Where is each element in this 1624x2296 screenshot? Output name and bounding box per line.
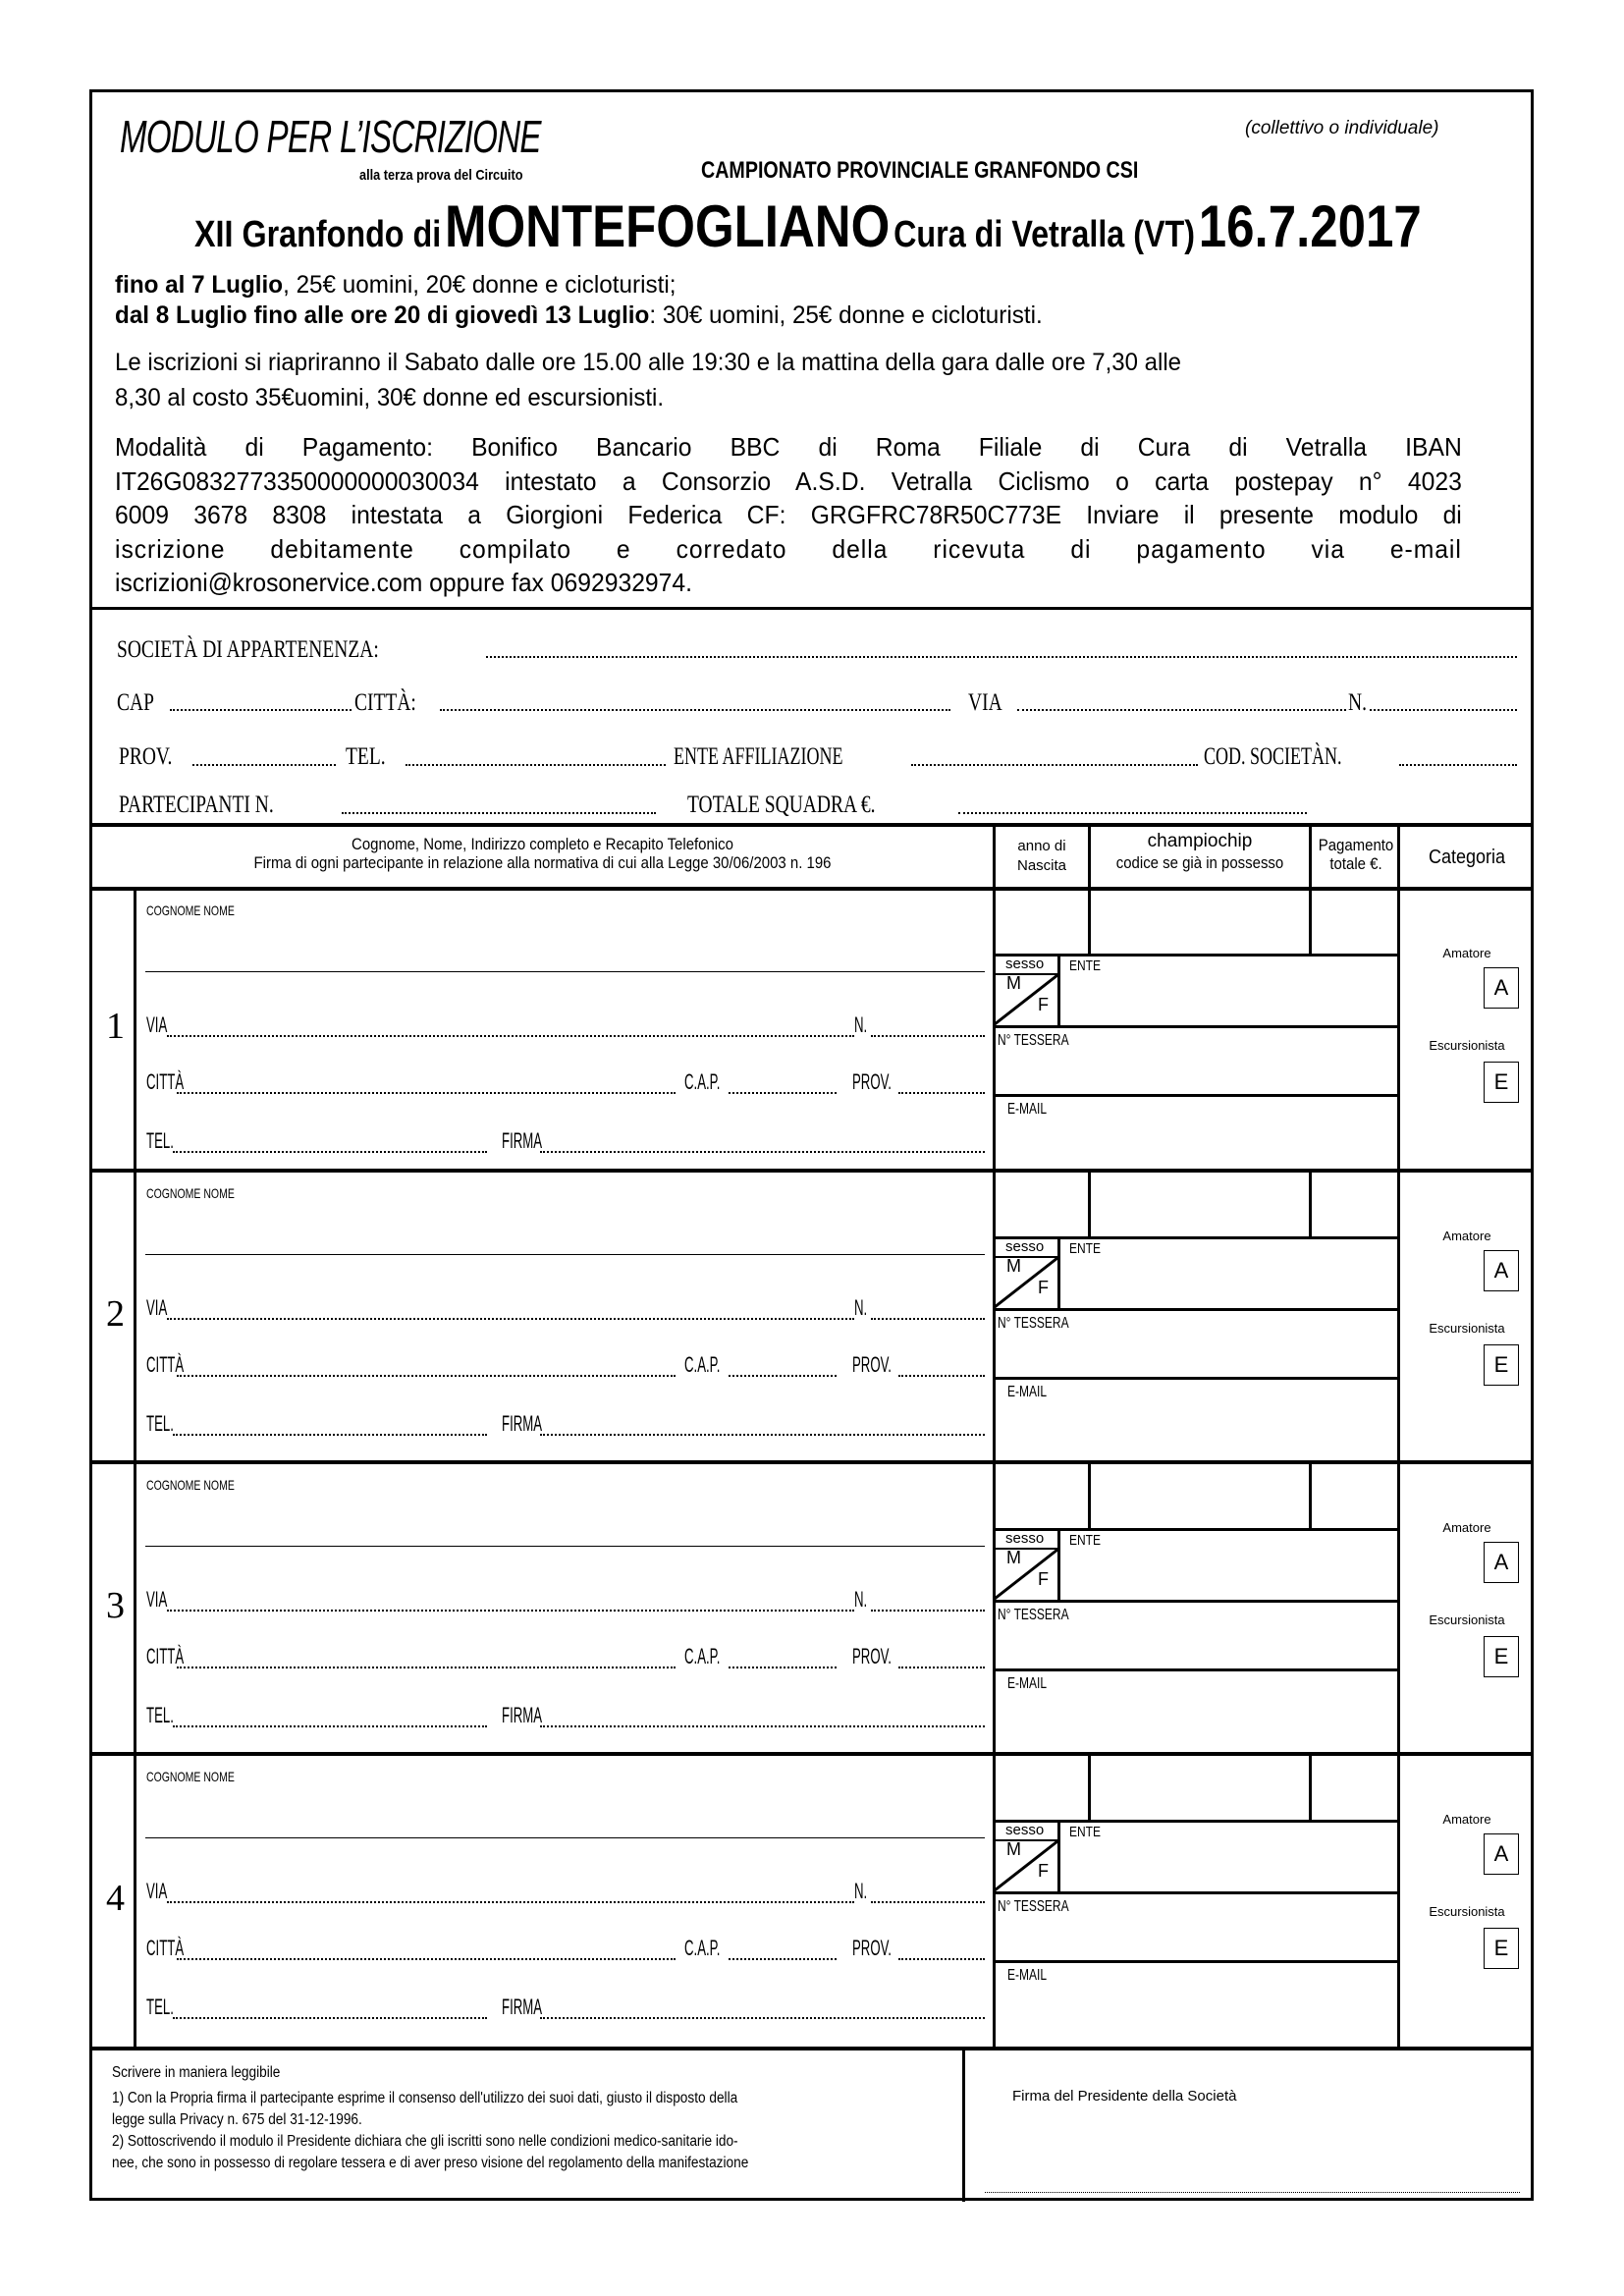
ente-field[interactable] [1062, 1550, 1396, 1601]
firma-label: FIRMA [502, 1128, 543, 1153]
via-label: VIA [146, 1587, 168, 1612]
cognome-nome-field[interactable] [145, 1837, 985, 1838]
header-col-categoria: Categoria [1428, 847, 1506, 868]
cell-divider [993, 1600, 1398, 1603]
cap-field[interactable] [729, 1375, 837, 1377]
cell-divider [993, 1308, 1398, 1311]
cognome-nome-label: COGNOME NOME [146, 1769, 235, 1784]
n-field[interactable] [871, 1035, 985, 1037]
tel-field[interactable] [173, 1151, 487, 1153]
citta-field[interactable] [177, 1667, 676, 1668]
payment-block [115, 430, 1533, 600]
tel-field[interactable] [173, 2017, 487, 2019]
sesso-diagonal-icon [995, 1256, 1059, 1309]
prov-label: PROV. [852, 1352, 892, 1377]
cognome-nome-label: COGNOME NOME [146, 1185, 235, 1201]
header-col-participant [92, 835, 993, 872]
event-date: 16.7.2017 [1198, 193, 1422, 259]
tel-field[interactable] [173, 1725, 487, 1727]
sesso-f-option[interactable]: F [1038, 1569, 1049, 1589]
email-label: E-MAIL [1007, 1967, 1048, 1984]
categoria-amatore-checkbox[interactable]: A [1484, 967, 1519, 1009]
anno-nascita-field[interactable] [996, 1463, 1088, 1528]
payment-line: iscrizioni@krosonervice.com oppure fax 0692932974. [115, 568, 693, 597]
email-label: E-MAIL [1007, 1384, 1048, 1400]
header-col-anno-line2: Nascita [1016, 857, 1067, 874]
sesso-f-option[interactable]: F [1038, 1278, 1049, 1297]
cognome-nome-label: COGNOME NOME [146, 902, 235, 918]
cell-divider [993, 1960, 1398, 1963]
cognome-nome-field[interactable] [145, 971, 985, 972]
cell-divider [993, 1377, 1398, 1380]
citta-label: CITTÀ [146, 1352, 185, 1377]
totale-squadra-field[interactable] [958, 812, 1307, 814]
cap-field[interactable] [729, 1667, 837, 1668]
prov-field[interactable] [898, 1375, 985, 1377]
row-number-divider [134, 1755, 136, 2050]
anno-nascita-field[interactable] [996, 889, 1088, 954]
row-number: 1 [106, 1006, 125, 1047]
table-top-border [89, 823, 1534, 827]
ente-affiliazione-label: ENTE AFFILIAZIONE [674, 743, 843, 770]
tessera-label: N° TESSERA [998, 1898, 1069, 1915]
cognome-nome-field[interactable] [145, 1254, 985, 1255]
firma-label: FIRMA [502, 1411, 543, 1436]
header-col-champiochip [1091, 831, 1309, 874]
anno-nascita-field[interactable] [996, 1755, 1088, 1820]
firma-field[interactable] [540, 1151, 985, 1153]
payment-line: IT26G0832773350000000030034 intestato a Consorzio A.S.D. Vetralla Ciclismo o carta postepay n° 4023 [115, 465, 1462, 496]
firma-field[interactable] [540, 1725, 985, 1727]
prov-label: PROV. [119, 743, 173, 770]
sesso-label: sesso [1005, 1530, 1045, 1547]
champiochip-field[interactable] [1091, 1172, 1309, 1236]
championship-title: CAMPIONATO PROVINCIALE GRANFONDO CSI [701, 157, 1139, 184]
ente-label: ENTE [1069, 1532, 1102, 1549]
prov-label: PROV. [852, 1069, 892, 1094]
participant-row [0, 889, 1624, 1172]
cap-field[interactable] [729, 1092, 837, 1094]
cell-divider [993, 1668, 1398, 1671]
escursionista-label: Escursionista [1429, 1613, 1505, 1627]
pricing-line-2-rest: : 30€ uomini, 25€ donne e cicloturisti. [649, 301, 1043, 329]
reopen-line-1: Le iscrizioni si riapriranno il Sabato dalle ore 15.00 alle 19:30 e la mattina della gara dalle ore 7,30 alle [115, 349, 1181, 376]
president-signature-field[interactable] [985, 2192, 1520, 2193]
categoria-escursionista-checkbox[interactable]: E [1484, 1928, 1519, 1969]
note-1-line-2: legge sulla Privacy n. 675 del 31-12-1996. [112, 2111, 362, 2128]
n-label: N. [854, 1295, 868, 1320]
header-col-pagamento-line1: Pagamento [1318, 836, 1394, 854]
header-col-anno [996, 837, 1088, 876]
tessera-field[interactable] [996, 1335, 1396, 1376]
cell-divider [993, 954, 1398, 957]
row-number: 3 [106, 1584, 125, 1626]
amatore-label: Amatore [1442, 1229, 1491, 1243]
divider [89, 607, 1534, 610]
cap-label: C.A.P. [684, 1644, 721, 1668]
tel-field[interactable] [406, 764, 666, 766]
pricing-line-2-bold: dal 8 Luglio fino alle ore 20 di giovedì 13 Luglio [115, 301, 650, 329]
ente-label: ENTE [1069, 957, 1102, 974]
email-label: E-MAIL [1007, 1101, 1048, 1118]
ente-label: ENTE [1069, 1824, 1102, 1840]
prov-label: PROV. [852, 1936, 892, 1960]
firma-field[interactable] [540, 1434, 985, 1436]
cell-divider [993, 1025, 1398, 1028]
note-1-line-1: 1) Con la Propria firma il partecipante esprime il consenso dell'utilizzo dei suoi dati, giusto il disposto della [112, 2090, 738, 2106]
cognome-nome-label: COGNOME NOME [146, 1477, 235, 1493]
citta-field[interactable] [177, 1375, 676, 1377]
via-field[interactable] [1017, 709, 1346, 711]
sesso-m-option[interactable]: M [1006, 1256, 1021, 1276]
footer-notes [112, 2062, 956, 2174]
n-label: N. [854, 1879, 868, 1903]
citta-label: CITTÀ: [354, 689, 416, 716]
row-number-divider [134, 889, 136, 1172]
firma-label: FIRMA [502, 1995, 543, 2019]
escursionista-label: Escursionista [1429, 1904, 1505, 1919]
amatore-label: Amatore [1442, 1520, 1491, 1535]
row-number-divider [134, 1172, 136, 1463]
cell-divider [993, 1094, 1398, 1097]
citta-field[interactable] [177, 1092, 676, 1094]
sesso-label: sesso [1005, 1822, 1045, 1838]
pagamento-field[interactable] [1312, 1463, 1397, 1528]
cognome-nome-field[interactable] [145, 1546, 985, 1547]
circuit-prefix: alla terza prova del Circuito [359, 167, 523, 184]
amatore-label: Amatore [1442, 1812, 1491, 1827]
tel-label: TEL. [146, 1128, 174, 1153]
firma-label: FIRMA [502, 1703, 543, 1727]
participant-row [0, 1755, 1624, 2050]
prov-field[interactable] [898, 1667, 985, 1668]
email-field[interactable] [996, 1695, 1396, 1744]
reopen-line-2: 8,30 al costo 35€uomini, 30€ donne ed escursionisti. [115, 384, 665, 411]
sesso-diagonal-icon [995, 973, 1059, 1026]
cap-label: C.A.P. [684, 1069, 721, 1094]
cell-divider [993, 1891, 1398, 1894]
sesso-label: sesso [1005, 1238, 1045, 1255]
row-number: 4 [106, 1878, 125, 1919]
email-field[interactable] [996, 1403, 1396, 1452]
champiochip-field[interactable] [1091, 889, 1309, 954]
pricing-line-1 [115, 271, 676, 300]
cap-label: C.A.P. [684, 1936, 721, 1960]
note-title: Scrivere in maniera leggibile [112, 2064, 281, 2081]
event-name: MONTEFOGLIANO [445, 193, 891, 259]
via-field[interactable] [167, 1035, 854, 1037]
prov-field[interactable] [898, 1958, 985, 1960]
champiochip-field[interactable] [1091, 1463, 1309, 1528]
categoria-escursionista-checkbox[interactable]: E [1484, 1344, 1519, 1386]
sesso-diagonal-icon [995, 1839, 1059, 1892]
tessera-label: N° TESSERA [998, 1315, 1069, 1332]
pagamento-field[interactable] [1312, 1755, 1397, 1820]
header-col-pagamento [1312, 836, 1400, 873]
note-2-line-1: 2) Sottoscrivendo il modulo il Presidente dichiara che gli iscritti sono nelle condizioni medico-sanitarie ido- [112, 2133, 738, 2150]
citta-field[interactable] [177, 1958, 676, 1960]
sesso-m-option[interactable]: M [1006, 1548, 1021, 1567]
firma-field[interactable] [540, 2017, 985, 2019]
ente-field[interactable] [1062, 1258, 1396, 1309]
tel-label: TEL. [146, 1411, 174, 1436]
note-2-line-2: nee, che sono in possesso di regolare tessera e di aver preso visione del regolamento della manifestazione [112, 2155, 749, 2171]
cod-societa-label: COD. SOCIETÀN. [1204, 743, 1342, 770]
email-label: E-MAIL [1007, 1675, 1048, 1692]
pagamento-field[interactable] [1312, 1172, 1397, 1236]
categoria-amatore-checkbox[interactable]: A [1484, 1250, 1519, 1291]
header-col-pagamento-line2: totale €. [1329, 854, 1382, 873]
n-label: N. [854, 1012, 868, 1037]
sesso-m-option[interactable]: M [1006, 1839, 1021, 1859]
sesso-f-option[interactable]: F [1038, 1861, 1049, 1881]
pricing-line-1-bold: fino al 7 Luglio [115, 271, 284, 299]
header-col-champiochip-line1: champiochip [1147, 831, 1253, 851]
header-col-participant-line2: Firma di ogni partecipante in relazione alla normativa di cui alla Legge 30/06/2003 n. 196 [253, 853, 832, 872]
n-field[interactable] [1370, 709, 1517, 711]
ente-affiliazione-field[interactable] [911, 764, 1198, 766]
tessera-label: N° TESSERA [998, 1607, 1069, 1623]
event-prefix: XII Granfondo di [194, 214, 442, 255]
cap-field[interactable] [729, 1958, 837, 1960]
header-col-anno-line1: anno di [1017, 838, 1066, 854]
citta-label: CITTÀ [146, 1069, 185, 1094]
escursionista-label: Escursionista [1429, 1038, 1505, 1053]
tessera-field[interactable] [996, 1918, 1396, 1959]
event-location: Cura di Vetralla (VT) [893, 214, 1196, 255]
citta-field[interactable] [440, 709, 950, 711]
pagamento-field[interactable] [1312, 889, 1397, 954]
header-col-champiochip-line2: codice se già in possesso [1115, 853, 1284, 872]
cell-divider [993, 1236, 1398, 1239]
sesso-label: sesso [1005, 956, 1045, 972]
cap-label: C.A.P. [684, 1352, 721, 1377]
pricing-line-1-rest: , 25€ uomini, 20€ donne e cicloturisti; [283, 271, 677, 299]
cell-divider [993, 1528, 1398, 1531]
prov-field[interactable] [192, 764, 336, 766]
via-field[interactable] [167, 1610, 854, 1612]
ente-label: ENTE [1069, 1240, 1102, 1257]
tessera-label: N° TESSERA [998, 1032, 1069, 1049]
prov-label: PROV. [852, 1644, 892, 1668]
categoria-amatore-checkbox[interactable]: A [1484, 1542, 1519, 1583]
form-title: MODULO PER L’ISCRIZIONE [120, 111, 541, 162]
ente-field[interactable] [1062, 1841, 1396, 1892]
participant-row [0, 1463, 1624, 1755]
email-field[interactable] [996, 1121, 1396, 1170]
n-field[interactable] [871, 1610, 985, 1612]
n-field[interactable] [871, 1901, 985, 1903]
row-number-divider [134, 1463, 136, 1755]
payment-line: iscrizione debitamente compilato e corredato della ricevuta di pagamento via e-mail [115, 533, 1462, 564]
president-signature-label: Firma del Presidente della Società [1012, 2088, 1237, 2105]
row-number: 2 [106, 1292, 125, 1335]
citta-label: CITTÀ [146, 1644, 185, 1668]
sesso-f-option[interactable]: F [1038, 995, 1049, 1014]
event-title [194, 192, 1422, 260]
amatore-label: Amatore [1442, 946, 1491, 960]
via-label: VIA [146, 1012, 168, 1037]
partecipanti-field[interactable] [342, 812, 656, 814]
via-field[interactable] [167, 1901, 854, 1903]
payment-line: 6009 3678 8308 intestata a Giorgioni Federica CF: GRGFRC78R50C773E Inviare il presente modulo di [115, 500, 1462, 529]
form-type: (collettivo o individuale) [1245, 118, 1439, 138]
societa-field[interactable] [486, 656, 1517, 658]
ente-field[interactable] [1062, 975, 1396, 1026]
header-col-participant-line1: Cognome, Nome, Indirizzo completo e Recapito Telefonico [352, 835, 733, 853]
totale-squadra-label: TOTALE SQUADRA €. [687, 792, 876, 818]
footer-divider [962, 2050, 965, 2202]
pricing-line-2 [115, 301, 1043, 330]
n-field[interactable] [871, 1318, 985, 1320]
n-label: N. [854, 1587, 868, 1612]
tel-label: TEL. [146, 1703, 174, 1727]
champiochip-field[interactable] [1091, 1755, 1309, 1820]
sesso-m-option[interactable]: M [1006, 973, 1021, 993]
email-field[interactable] [996, 1987, 1396, 2036]
tel-field[interactable] [173, 1434, 487, 1436]
categoria-escursionista-checkbox[interactable]: E [1484, 1062, 1519, 1103]
tel-label: TEL. [346, 743, 386, 770]
row-bottom-border [89, 2047, 1534, 2050]
via-field[interactable] [167, 1318, 854, 1320]
prov-field[interactable] [898, 1092, 985, 1094]
partecipanti-label: PARTECIPANTI N. [119, 792, 274, 818]
anno-nascita-field[interactable] [996, 1172, 1088, 1236]
tessera-field[interactable] [996, 1626, 1396, 1667]
cell-divider [993, 1820, 1398, 1823]
sesso-diagonal-icon [995, 1548, 1059, 1601]
escursionista-label: Escursionista [1429, 1321, 1505, 1336]
via-label: VIA [146, 1295, 168, 1320]
societa-label: SOCIETÀ DI APPARTENENZA: [117, 636, 379, 663]
cap-field[interactable] [170, 709, 352, 711]
via-label: VIA [968, 689, 1002, 716]
participant-row [0, 1172, 1624, 1463]
tessera-field[interactable] [996, 1052, 1396, 1093]
via-label: VIA [146, 1879, 168, 1903]
payment-line: Modalità di Pagamento: Bonifico Bancario BBC di Roma Filiale di Cura di Vetralla IBAN [115, 432, 1462, 462]
tel-label: TEL. [146, 1995, 174, 2019]
cap-label: CAP [117, 689, 154, 716]
n-label: N. [1348, 689, 1367, 716]
categoria-amatore-checkbox[interactable]: A [1484, 1833, 1519, 1875]
citta-label: CITTÀ [146, 1936, 185, 1960]
categoria-escursionista-checkbox[interactable]: E [1484, 1636, 1519, 1677]
cod-societa-field[interactable] [1399, 764, 1517, 766]
